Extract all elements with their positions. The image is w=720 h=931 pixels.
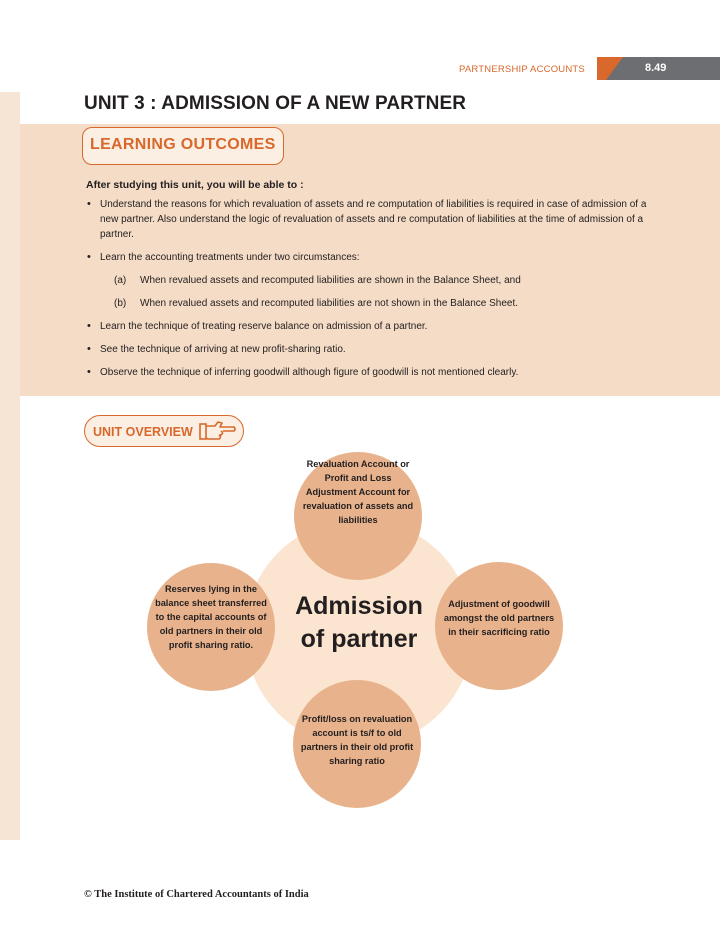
center-label: Admission of partner [295, 592, 423, 653]
learning-outcomes-list [86, 197, 666, 388]
side-margin-strip [0, 92, 20, 840]
node-right-text: Adjustment of goodwill amongst the old partners in their sacrificing ratio [443, 599, 555, 637]
list-item: • Observe the technique of inferring goodwill although figure of goodwill is not mentioned clearly. [86, 365, 666, 380]
unit-overview-heading-box [84, 415, 244, 447]
unit-overview-heading: UNIT OVERVIEW [93, 425, 193, 439]
pointing-hand-icon [199, 419, 237, 448]
footer-copyright: © The Institute of Chartered Accountants of India [84, 889, 309, 900]
sub-list-item: (b) When revalued assets and recomputed liabilities are not shown in the Balance Sheet. [114, 298, 519, 309]
header-accent-wedge [597, 57, 623, 80]
node-left-text: Reserves lying in the balance sheet transferred to the capital accounts of old partners in their old profit sharing ratio. [155, 584, 267, 650]
list-item: • Learn the technique of treating reserve balance on admission of a partner. [86, 319, 666, 334]
running-header [445, 57, 720, 80]
learning-outcomes-intro: After studying this unit, you will be able to : [86, 179, 304, 191]
list-item: • See the technique of arriving at new profit-sharing ratio. [86, 342, 666, 357]
page-number-box [597, 57, 720, 80]
list-item: • Understand the reasons for which revaluation of assets and re computation of liabilities is required in case of admission of a new partner. Also understand the logic of revaluation of assets and re computation of liabilities at the time of admission of a partner. [86, 197, 666, 242]
sub-list-item: (a) When revalued assets and recomputed liabilities are shown in the Balance Sheet, and [114, 275, 521, 286]
node-top-text: Revaluation Account or Profit and Loss Adjustment Account for revaluation of assets and liabilities [302, 459, 414, 525]
node-bottom-text: Profit/loss on revaluation account is ts/f to old partners in their old profit sharing ratio [300, 714, 414, 766]
page-number: 8.49 [645, 62, 667, 74]
section-label: PARTNERSHIP ACCOUNTS [459, 64, 585, 75]
learning-outcomes-heading-box [82, 127, 284, 165]
learning-outcomes-heading: LEARNING OUTCOMES [90, 136, 276, 153]
unit-title: UNIT 3 : ADMISSION OF A NEW PARTNER [84, 93, 467, 114]
list-item: • Learn the accounting treatments under two circumstances: (a) When revalued assets and recomputed liabilities are shown in the Balance Sheet, and (b) When revalued assets and recomputed liabilities are not shown in the Balance Sheet. [86, 250, 666, 311]
